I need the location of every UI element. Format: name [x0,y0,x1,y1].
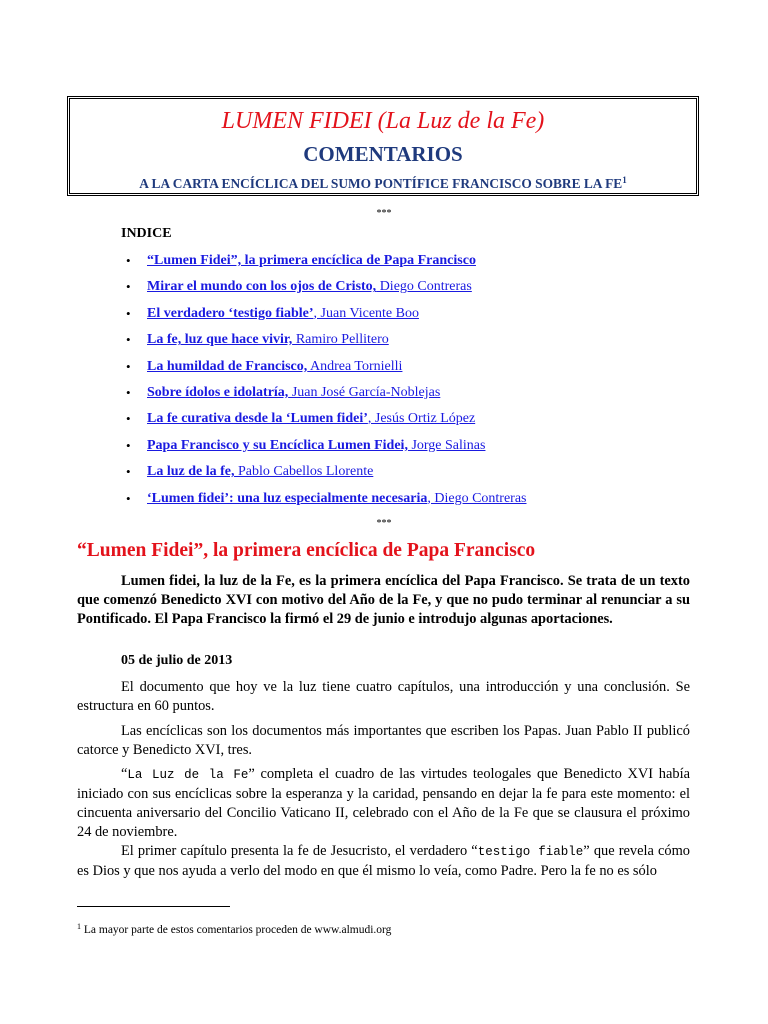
index-item[interactable] [126,383,527,409]
bullet-icon: • [126,384,131,400]
bullet-icon: • [126,411,131,427]
paragraph-3-rest: ” completa el cuadro de las virtudes teologales que Benedicto XVI había iniciado con sus encíclicas sobre la esperanza y la caridad, pensando en dejar la fe para este momento: el cincuenta aniversario del Concilio Vaticano II, celebrado con el Año de la Fe que se clausura el próximo 24 de noviembre. [77,766,690,840]
paragraph-3 [77,765,690,842]
paragraph-4-quote: testigo fiable [477,845,584,859]
index-item[interactable] [126,462,527,488]
separator-bottom: *** [376,518,392,529]
footnote-reference[interactable]: 1 [622,175,627,185]
footnote-number: 1 [77,922,81,931]
bullet-icon: • [126,305,131,321]
index-item-title[interactable]: Sobre ídolos e idolatría, [147,384,289,400]
document-title: LUMEN FIDEI (La Luz de la Fe) [221,108,545,134]
index-item-author[interactable]: Juan José García-Noblejas [288,384,441,400]
section-heading: “Lumen Fidei”, la primera encíclica de Papa Francisco [77,540,536,561]
index-item[interactable] [126,277,527,303]
bullet-icon: • [126,490,131,506]
paragraph-4-start: El primer capítulo presenta la fe de Jesucristo, el verdadero “ [121,843,478,859]
index-item-author[interactable]: Pablo Cabellos Llorente [234,464,374,480]
document-description [70,171,696,193]
index-item-author[interactable]: , Juan Vicente Boo [313,305,419,321]
paragraph-3-quote: La Luz de la Fe [127,768,249,782]
document-subtitle: COMENTARIOS [303,142,463,166]
bullet-icon: • [126,253,131,268]
index-item-author[interactable]: Diego Contreras [376,279,472,295]
paragraph-4 [77,842,690,881]
index-item-title[interactable]: La humildad de Francisco, [147,358,308,374]
bullet-icon: • [126,437,131,453]
index-list [126,251,527,515]
index-item[interactable] [126,409,527,435]
bullet-icon: • [126,464,131,480]
index-label: INDICE [121,226,172,241]
index-item[interactable] [126,436,527,462]
paragraph-3-open: “ [121,766,128,782]
paragraph-1: El documento que hoy ve la luz tiene cuatro capítulos, una introducción y una conclusión. Se estructura en 60 puntos. [77,679,690,714]
index-item[interactable] [126,330,527,356]
paragraph-4-rest: ” que revela cómo es Dios y que nos ayuda a verlo del modo en que él mismo lo veía, como Padre. Pero la fe no es sólo [77,843,690,879]
footnote-text: La mayor parte de estos comentarios proceden de www.almudi.org [81,924,392,936]
index-item[interactable] [126,251,527,277]
separator-top: *** [376,208,392,219]
article-date: 05 de julio de 2013 [121,653,233,668]
index-item-author[interactable]: , Diego Contreras [427,490,527,506]
paragraph-2: Las encíclicas son los documentos más importantes que escriben los Papas. Juan Pablo II publicó catorce y Benedicto XVI, tres. [77,723,690,758]
bullet-icon: • [126,279,131,295]
description-text: A LA CARTA ENCÍCLICA DEL SUMO PONTÍFICE FRANCISCO SOBRE LA FE [139,176,623,191]
index-item-title[interactable]: Papa Francisco y su Encíclica Lumen Fidei, [147,437,408,453]
index-item[interactable] [126,304,527,330]
footnote [77,919,391,938]
index-item-title[interactable]: “Lumen Fidei”, la primera encíclica de Papa Francisco [147,253,476,268]
index-item[interactable] [126,357,527,383]
index-item-author[interactable]: Andrea Tornielli [307,358,403,374]
index-item-author[interactable]: Ramiro Pellitero [292,332,389,348]
index-item-title[interactable]: Mirar el mundo con los ojos de Cristo, [147,279,377,295]
index-item-title[interactable]: La luz de la fe, [147,464,235,480]
bullet-icon: • [126,358,131,374]
index-item-title[interactable]: La fe curativa desde la ‘Lumen fidei’ [147,411,368,427]
index-item-title[interactable]: El verdadero ‘testigo fiable’ [147,305,314,321]
index-item-title[interactable]: ‘Lumen fidei’: una luz especialmente necesaria [147,490,428,506]
index-item-author[interactable]: , Jesús Ortiz López [367,411,476,427]
index-item[interactable] [126,489,527,515]
footnote-divider [77,906,230,907]
index-item-author[interactable]: Jorge Salinas [407,437,486,453]
lead-paragraph: Lumen fidei, la luz de la Fe, es la primera encíclica del Papa Francisco. Se trata de un texto que comenzó Benedicto XVI con motivo del Año de la Fe, y que no pudo terminar al renunciar a su Pontificado. El Papa Francisco la firmó el 29 de junio e introdujo algunas aportaciones. [77,573,690,627]
index-item-title[interactable]: La fe, luz que hace vivir, [147,332,293,348]
title-box [67,96,699,196]
bullet-icon: • [126,332,131,348]
